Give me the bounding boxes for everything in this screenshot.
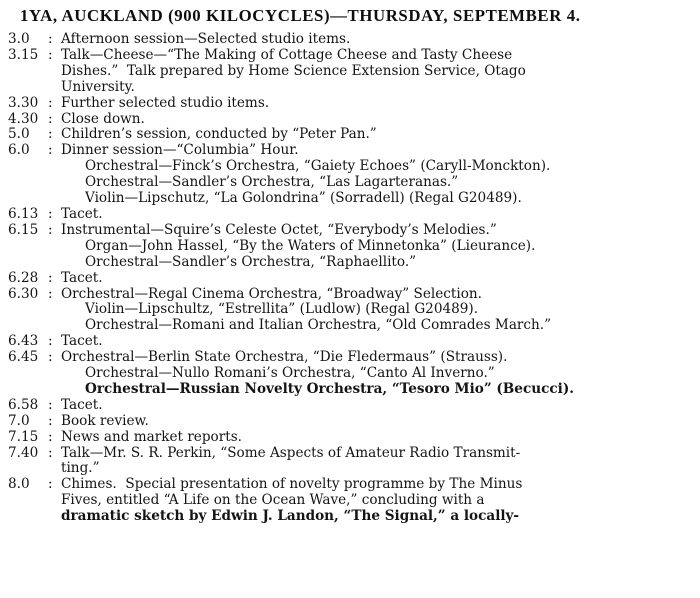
programme-text-line: Afternoon session—Selected studio items.	[61, 31, 351, 47]
programme-entry	[8, 143, 698, 207]
programme-text-line: Orchestral—Finck’s Orchestra, “Gaiety Echoes” (Caryll-Monckton).	[85, 158, 551, 175]
programme-time: 6.13	[8, 205, 39, 222]
programme-text-line: Violin—Lipschutz, “La Golondrina” (Sorradell) (Regal G20489).	[85, 190, 522, 207]
programme-entry	[8, 350, 698, 398]
programme-time: 7.15	[8, 428, 39, 445]
programme-text-line: Tacet.	[61, 269, 103, 286]
programme-text-line: Children’s session, conducted by “Peter Pan.”	[61, 126, 377, 143]
programme-entry	[8, 287, 698, 335]
programme-text-line: dramatic sketch by Edwin J. Landon, “The Signal,” a locally-	[61, 508, 520, 525]
programme-entry	[8, 414, 698, 430]
programme-time: 3.30	[8, 94, 39, 111]
programme-time: 6.30	[8, 285, 39, 302]
programme-text-line: Chimes. Special presentation of novelty programme by The Minus	[61, 476, 523, 493]
programme-entry	[8, 271, 698, 287]
programme-time: 6.43	[8, 333, 39, 350]
programme-text-line: Talk—Cheese—“The Making of Cottage Cheese and Tasty Cheese	[61, 46, 513, 63]
programme-time: 3.15	[8, 46, 39, 63]
time-separator: :	[48, 46, 53, 63]
programme-text-line: Book review.	[61, 412, 149, 429]
time-separator: :	[48, 476, 53, 493]
programme-time: 7.40	[8, 444, 39, 461]
programme-time: 6.28	[8, 269, 39, 286]
programme-text-line: Further selected studio items.	[61, 94, 270, 111]
programme-entry	[8, 223, 698, 271]
programme-text-line: Orchestral—Berlin State Orchestra, “Die Fledermaus” (Strauss).	[61, 349, 508, 366]
programme-text-line: Talk—Mr. S. R. Perkin, “Some Aspects of Amateur Radio Transmit-	[61, 444, 521, 461]
time-separator: :	[48, 285, 53, 302]
programme-text-line: Orchestral—Sandler’s Orchestra, “Las Lagarteranas.”	[85, 174, 459, 191]
programme-entry	[8, 334, 698, 350]
programme-entry	[8, 48, 698, 96]
programme-entry	[8, 477, 698, 525]
time-separator: :	[48, 269, 53, 286]
programme-text-line: Close down.	[61, 110, 145, 127]
programme-time: 6.15	[8, 221, 39, 238]
time-separator: :	[48, 126, 53, 143]
programme-text-line: Fives, entitled “A Life on the Ocean Wave,” concluding with a	[61, 492, 485, 509]
programme-time: 6.58	[8, 396, 39, 413]
time-separator: :	[48, 142, 53, 159]
programme-text-line: Dishes.” Talk prepared by Home Science Extension Service, Otago	[61, 62, 526, 79]
programme-text-line: News and market reports.	[61, 428, 242, 445]
programme-text-line: Orchestral—Sandler’s Orchestra, “Raphaellito.”	[85, 253, 417, 270]
time-separator: :	[48, 428, 53, 445]
time-separator: :	[48, 412, 53, 429]
time-separator: :	[48, 31, 53, 47]
programme-entry	[8, 430, 698, 446]
programme-text-line: Orchestral—Russian Novelty Orchestra, “Tesoro Mio” (Becucci).	[85, 380, 574, 397]
programme-time: 3.0	[8, 31, 30, 47]
programme-text-line: Tacet.	[61, 396, 103, 413]
programme-text-line: ting.”	[61, 460, 100, 477]
programme-time: 8.0	[8, 476, 30, 493]
schedule-heading: 1YA, AUCKLAND (900 KILOCYCLES)—THURSDAY, SEPTEMBER 4.	[20, 6, 581, 25]
time-separator: :	[48, 349, 53, 366]
programme-entry	[8, 96, 698, 112]
time-separator: :	[48, 221, 53, 238]
programme-entry	[8, 32, 698, 48]
programme-text-line: Tacet.	[61, 333, 103, 350]
programme-time: 7.0	[8, 412, 30, 429]
programme-entry	[8, 398, 698, 414]
programme-text-line: Organ—John Hassel, “By the Waters of Minnetonka” (Lieurance).	[85, 237, 536, 254]
time-separator: :	[48, 333, 53, 350]
programme-time: 4.30	[8, 110, 39, 127]
programme-entry	[8, 112, 698, 128]
programme-time: 6.0	[8, 142, 30, 159]
programme-text-line: Instrumental—Squire’s Celeste Octet, “Everybody’s Melodies.”	[61, 221, 497, 238]
programme-entry	[8, 207, 698, 223]
programme-text-line: University.	[61, 78, 135, 95]
programme-time: 6.45	[8, 349, 39, 366]
time-separator: :	[48, 94, 53, 111]
programme-text-line: Orchestral—Romani and Italian Orchestra, “Old Comrades March.”	[85, 317, 552, 334]
programme-time: 5.0	[8, 126, 30, 143]
time-separator: :	[48, 396, 53, 413]
programme-entry	[8, 127, 698, 143]
time-separator: :	[48, 110, 53, 127]
programme-text-line: Orchestral—Nullo Romani’s Orchestra, “Canto Al Inverno.”	[85, 365, 495, 382]
programme-entry	[8, 446, 698, 478]
time-separator: :	[48, 444, 53, 461]
programme-listing	[8, 32, 698, 525]
time-separator: :	[48, 205, 53, 222]
programme-text-line: Tacet.	[61, 205, 103, 222]
programme-text-line: Violin—Lipschultz, “Estrellita” (Ludlow) (Regal G20489).	[85, 301, 479, 318]
programme-text-line: Dinner session—“Columbia” Hour.	[61, 142, 299, 159]
programme-text-line: Orchestral—Regal Cinema Orchestra, “Broadway” Selection.	[61, 285, 482, 302]
